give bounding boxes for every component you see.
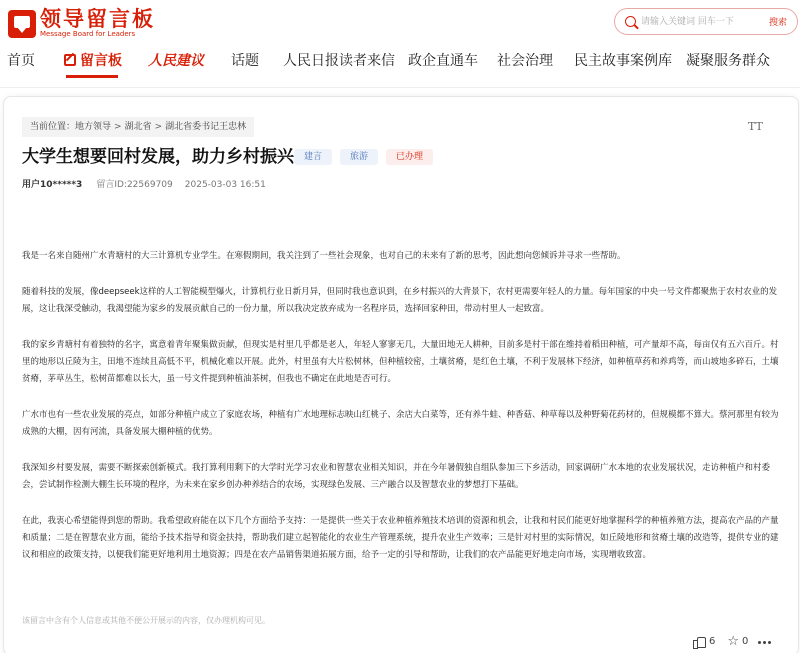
search-button[interactable]: 搜索 xyxy=(768,18,787,28)
breadcrumb-item-secretary[interactable]: 湖北省委书记王忠林 xyxy=(165,122,247,132)
site-header xyxy=(0,0,800,88)
nav-people-suggestion[interactable]: 人民建议 xyxy=(148,53,204,69)
search-icon xyxy=(625,16,636,27)
breadcrumb-separator: > xyxy=(114,122,122,132)
message-paragraph: 我是一名来自随州广水青塘村的大三计算机专业学生。在寒假期间，我关注到了一些社会现象，也对自己的未来有了新的思考，因此想向您倾诉并寻求一些帮助。 xyxy=(22,251,626,261)
logo-subtitle: Message Board for Leaders xyxy=(40,30,136,38)
tag-suggestion: 建言 xyxy=(294,149,332,165)
breadcrumb-prefix: 当前位置： xyxy=(30,122,76,132)
message-title: 大学生想要回村发展，助力乡村振兴 xyxy=(22,147,294,167)
message-paragraph: 广水市也有一些农业发展的亮点，如部分种植户成立了家庭农场，种植有广水地理标志映山红桃子、余店大白菜等，还有养牛蛙、种香菇、种草莓以及种野菊花药材的，但规模都不算大。蔡河那里有较为成熟的大棚，因有河流，具备发展大棚种植的优势。 xyxy=(22,410,779,437)
message-paragraph: 在此，我衷心希望能得到您的帮助。我希望政府能在以下几个方面给予支持：一是提供一些关于农业种植养殖技术培训的资源和机会，让我和村民们能更好地掌握科学的种植养殖方法，提高农产品的产量和质量；二是在智慧农业方面，能给予技术指导和资金扶持，帮助我们建立起智能化的农业生产管理系统，提升农业生产效率；三是针对村里的实际情况，如丘陵地形和贫瘠土壤的改造等，提供专业的建议和相应的政策支持，以便我们能更好地利用土地资源；四是在农产品销售渠道拓展方面，给予一定的引导和帮助，让我们的农产品能更好地走向市场，实现增收致富。 xyxy=(22,516,779,560)
privacy-disclaimer: 该留言中含有个人信息或其他不便公开展示的内容，仅办理机构可见。 xyxy=(22,616,270,625)
message-paragraph: 我的家乡青塘村有着独特的名字，寓意着青年聚集做贡献，但现实是村里几乎都是老人，年轻人寥寥无几，大量田地无人耕种，目前多是村干部在维持着稻田种植，可产量却不高，每亩仅有五六百斤。村里的地形以丘陵为主，田地不连续且高低不平，机械化难以开展。此外，村里虽有大片松树林，但种植较密，土壤贫瘠，是红色土壤，不利于发展林下经济，如种植草药和养鸡等，而山坡地多碎石，土壤贫瘠，茅草丛生，松树苗都难以长大，虽一号文件提到种植油茶树，但我也不确定在此地是否可行。 xyxy=(22,340,779,384)
active-tab-indicator xyxy=(66,75,118,78)
message-meta xyxy=(22,177,266,190)
breadcrumb xyxy=(22,117,254,137)
star-icon[interactable]: ☆ xyxy=(727,633,740,649)
nav-democracy-cases[interactable]: 民主故事案例库 xyxy=(574,53,672,69)
search-input[interactable] xyxy=(641,13,751,31)
like-count: 6 xyxy=(709,636,716,647)
message-paragraph: 我深知乡村要发展，需要不断探索创新模式。我打算利用剩下的大学时光学习农业和智慧农业相关知识，并在今年暑假独自组队参加三下乡活动，回家调研广水本地的农业发展状况，走访种植户和村委会，尝试制作检测大棚生长环境的程序，为未来在家乡创办种养结合的农场，实现绿色发展、三产融合以及智慧农业的梦想打下基础。 xyxy=(22,463,771,490)
tag-tourism: 旅游 xyxy=(340,149,378,165)
message-body xyxy=(22,248,782,564)
nav-readers-letters[interactable]: 人民日报读者来信 xyxy=(283,53,395,69)
message-actions xyxy=(693,633,772,649)
breadcrumb-separator: > xyxy=(154,122,163,132)
edit-icon xyxy=(64,54,76,66)
nav-gov-enterprise[interactable]: 政企直通车 xyxy=(408,53,478,69)
main-nav xyxy=(0,50,800,74)
favorite-count: 0 xyxy=(742,636,749,647)
nav-message-board[interactable]: 留言板 xyxy=(64,50,122,72)
message-timestamp: 2025-03-03 16:51 xyxy=(184,180,266,190)
message-board-icon xyxy=(8,10,36,38)
nav-serve-masses[interactable]: 凝聚服务群众 xyxy=(686,53,770,69)
nav-home[interactable]: 首页 xyxy=(7,53,35,69)
status-badge: 已办理 xyxy=(386,149,433,165)
nav-topics[interactable]: 话题 xyxy=(231,53,259,69)
search-box xyxy=(614,8,798,35)
breadcrumb-item-hubei[interactable]: 湖北省 xyxy=(124,122,152,132)
message-paragraph: 随着科技的发展，像deepseek这样的人工智能模型爆火，计算机行业日新月异，但同时我也意识到，在乡村振兴的大背景下，农村更需要年轻人的力量。每年国家的中央一号文件都聚焦于农村农业的发展，这让我深受触动，我渴望能为家乡的发展贡献自己的一份力量，所以我决定放弃成为一名程序员，选择回家种田，带动村里人一起致富。 xyxy=(22,287,778,314)
breadcrumb-item-leaders[interactable]: 地方领导 xyxy=(75,122,112,132)
nav-social-governance[interactable]: 社会治理 xyxy=(497,53,553,69)
message-author: 用户10*****3 xyxy=(22,180,83,190)
font-size-toggle-icon[interactable]: TT xyxy=(748,120,763,133)
message-id: 留言ID:22569709 xyxy=(96,180,173,190)
site-logo[interactable] xyxy=(8,8,155,39)
logo-title: 领导留言板 xyxy=(40,7,155,31)
share-icon[interactable] xyxy=(758,637,772,647)
thumbs-up-icon[interactable] xyxy=(693,636,705,647)
